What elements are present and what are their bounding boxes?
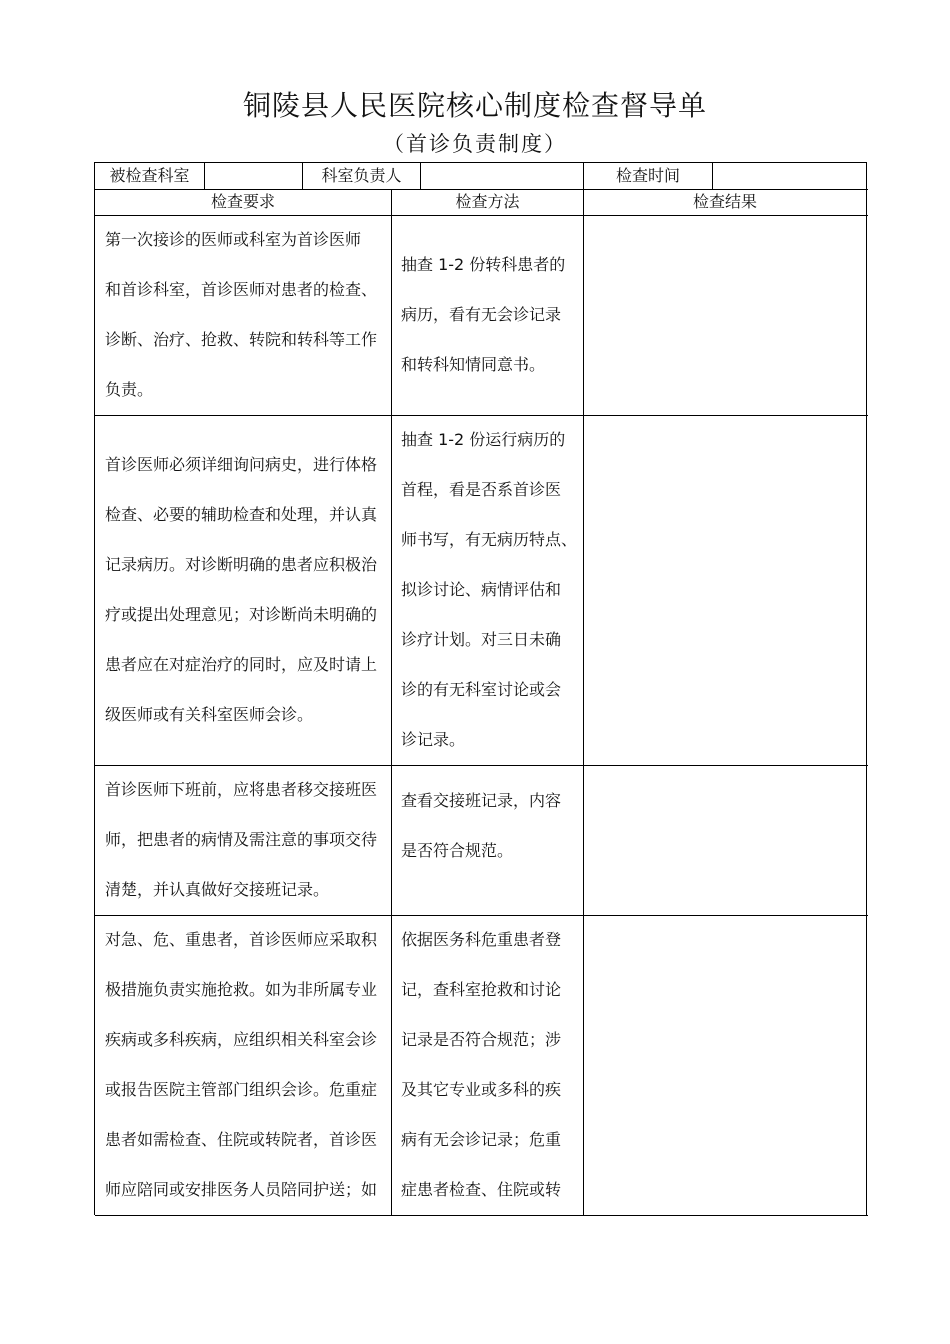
method-cell: 抽查 1-2 份转科患者的 病历，看有无会诊记录 和转科知情同意书。 [401,255,566,374]
head-label: 科室负责人 [321,166,402,185]
col-header-result: 检查结果 [692,192,757,211]
col-divider [583,189,584,1216]
method-cell: 依据医务科危重患者登 记，查科室抢救和讨论 记录是否符合规范；涉 及其它专业或多科的疾 病有无会诊记录；危重 症患者检查、住院或转 [401,930,562,1199]
requirement-cell: 对急、危、重患者，首诊医师应采取积 极措施负责实施抢救。如为非所属专业 疾病或多科疾病，应组织相关科室会诊 或报告医院主管部门组织会诊。危重症 患者如需检查、住院或转院者，首诊医 师应陪同或安排医务人员陪同护送；如 [105,930,378,1199]
time-label: 检查时间 [615,166,680,185]
result-cell[interactable] [585,216,865,415]
inspection-table [94,162,867,1215]
requirement-cell: 首诊医师必须详细询问病史，进行体格 检查、必要的辅助检查和处理，并认真 记录病历。对诊断明确的患者应积极治 疗或提出处理意见；对诊断尚未明确的 患者应在对症治疗的同时，应及时请上 级医师或有关科室医师会诊。 [105,455,378,724]
col-header-requirement: 检查要求 [210,192,275,211]
method-cell: 抽查 1-2 份运行病历的 首程，看是否系首诊医 师书写，有无病历特点、 拟诊讨论、病情评估和 诊疗计划。对三日未确 诊的有无科室讨论或会 诊记录。 [401,430,578,749]
result-cell[interactable] [585,916,865,1215]
method-cell: 查看交接班记录，内容 是否符合规范。 [401,791,562,860]
result-cell[interactable] [585,416,865,765]
dept-label: 被检查科室 [109,166,190,185]
dept-value-field[interactable] [205,163,302,189]
requirement-cell: 第一次接诊的医师或科室为首诊医师 和首诊科室，首诊医师对患者的检查、 诊断、治疗、抢救、转院和转科等工作 负责。 [105,230,378,399]
time-value-field[interactable] [713,163,866,189]
result-cell[interactable] [585,766,865,915]
col-divider [391,189,392,1216]
requirement-cell: 首诊医师下班前，应将患者移交接班医 师，把患者的病情及需注意的事项交待 清楚，并认真做好交接班记录。 [105,780,378,899]
row-divider [95,1215,868,1216]
col-header-method: 检查方法 [455,192,520,211]
col-divider [866,163,867,1216]
page-subtitle: （首诊负责制度） [383,132,567,156]
head-value-field[interactable] [421,163,583,189]
page-title: 铜陵县人民医院核心制度检查督导单 [242,89,707,122]
